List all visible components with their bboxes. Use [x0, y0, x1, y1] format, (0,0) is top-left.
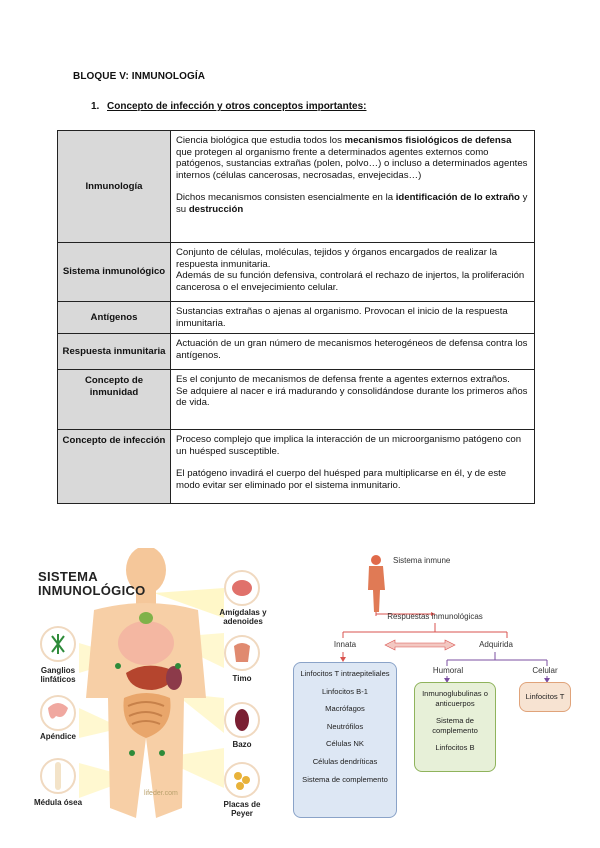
list-item: Sistema de complemento	[302, 774, 388, 784]
term-cell: Sistema inmunológico	[58, 243, 171, 302]
label-timo: Timo	[232, 674, 252, 683]
list-item: Macrófagos	[325, 704, 365, 714]
list-item: Células NK	[326, 739, 364, 749]
term-cell: Antígenos	[58, 302, 171, 334]
diagram-level1: Respuestas inmunológicas	[387, 612, 483, 621]
list-item: Neutrófilos	[326, 721, 364, 731]
label-amigdalas: Amígdalas y adenoides	[219, 608, 267, 626]
table-row	[58, 334, 535, 370]
list-item: Linfocitos T intraepiteliales	[300, 669, 390, 678]
table-row	[58, 430, 535, 504]
list-item: Sistema de complemento	[432, 716, 478, 735]
label-apendice: Apéndice	[39, 732, 76, 741]
definition-cell: Proceso complejo que implica la interacción de un microorganismo patógeno con un huésped susceptible. El patógeno invadirá el cuerpo del huésped para multiplicarse en él, y de este modo evitar ser eliminado por el sistema inmunitario.	[171, 430, 535, 504]
list-item: Linfocitos B	[435, 743, 475, 753]
list-item: Células dendríticas	[312, 756, 378, 766]
section-number: 1.	[91, 101, 100, 112]
table-row	[58, 370, 535, 430]
label-ganglios: Ganglios linfáticos	[40, 666, 76, 684]
label-placas: Placas de Peyer	[223, 800, 261, 818]
list-item: Linfocitos T	[525, 692, 565, 701]
term-cell: Concepto de inmunidad	[58, 370, 171, 430]
diagram-celular: Celular	[532, 666, 558, 675]
diagram-humoral: Humoral	[432, 666, 464, 675]
list-item: Inmunoglubulinas o anticuerpos	[422, 689, 488, 708]
diagram-innata: Innata	[333, 640, 357, 649]
definition-cell: Conjunto de células, moléculas, tejidos y órganos encargados de realizar la respuesta inmunitaria. Además de su función defensiva, controlará el rechazo de injertos, la proliferación cancerosa o el envejecimiento celular.	[171, 243, 535, 302]
table-row	[58, 302, 535, 334]
term-cell: Concepto de infección	[58, 430, 171, 504]
celular-box	[519, 682, 571, 712]
label-bazo: Bazo	[232, 740, 252, 749]
innata-box	[293, 662, 397, 818]
term-cell: Inmunología	[58, 131, 171, 243]
definition-cell: Sustancias extrañas o ajenas al organismo. Provocan el inicio de la respuesta inmunitaria.	[171, 302, 535, 334]
diagram-root: Sistema inmune	[393, 556, 451, 565]
immune-response-diagram	[285, 548, 565, 828]
illustration-title: SISTEMA INMUNOLÓGICO	[38, 569, 146, 598]
humoral-box	[414, 682, 496, 772]
immune-system-illustration	[34, 548, 274, 828]
section-title	[91, 101, 366, 112]
section-title-text: Concepto de infección y otros conceptos importantes:	[107, 101, 367, 112]
block-title: BLOQUE V: INMUNOLOGÍA	[73, 71, 206, 82]
label-medula: Médula ósea	[34, 798, 83, 807]
definition-cell: Es el conjunto de mecanismos de defensa frente a agentes externos extraños. Se adquiere al nacer e irá madurando y consolidándose durante los primeros años de vida.	[171, 370, 535, 430]
definition-cell: Actuación de un gran número de mecanismos heterogéneos de defensa contra los antígenos.	[171, 334, 535, 370]
concepts-table	[57, 130, 535, 504]
illustration-credit: lifeder.com	[144, 790, 178, 797]
table-row	[58, 243, 535, 302]
definition-cell: Ciencia biológica que estudia todos los mecanismos fisiológicos de defensa que protegen al organismo frente a determinados agentes externos como patógenos, sustancias extrañas (polen, polvo…) o incluso a determinados agentes internos (células cancerosas, necrosadas, envejecidas…) Dichos mecanismos consisten esencialmente en la identificación de lo extraño y su destrucción	[171, 131, 535, 243]
term-cell: Respuesta inmunitaria	[58, 334, 171, 370]
diagram-adquirida: Adquirida	[479, 640, 513, 649]
table-row	[58, 131, 535, 243]
list-item: Linfocitos B-1	[321, 686, 368, 696]
